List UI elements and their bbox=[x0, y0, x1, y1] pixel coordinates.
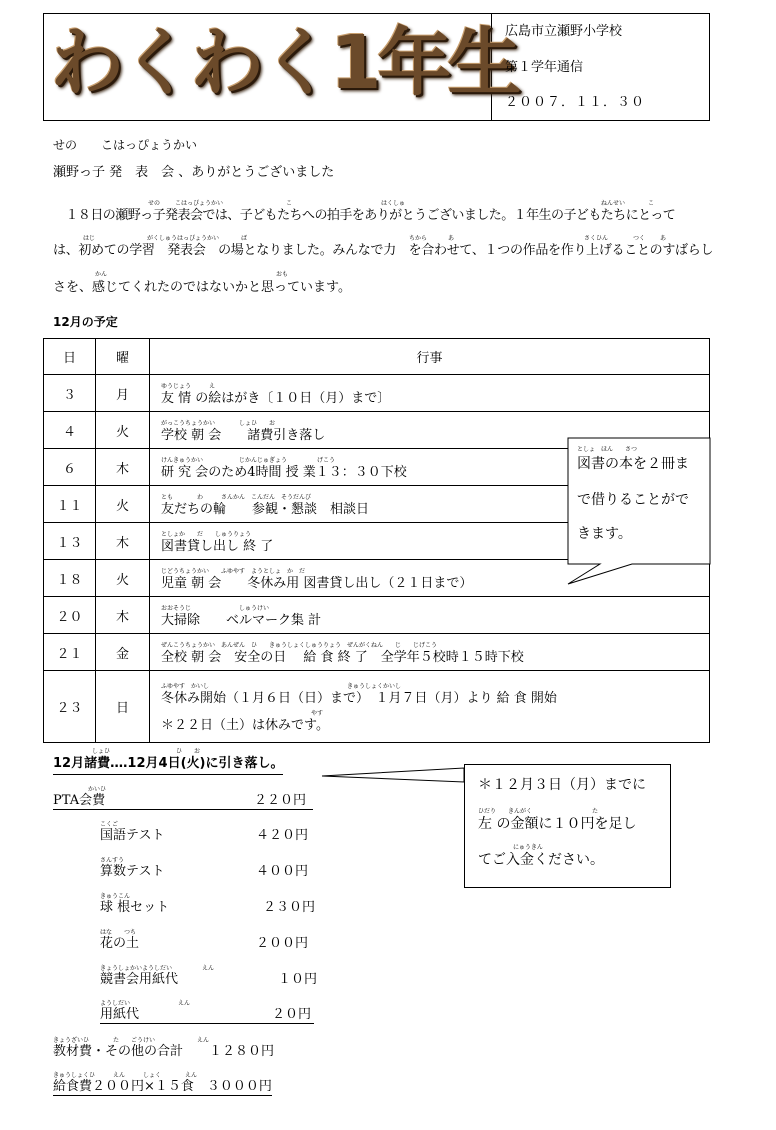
total-ruby: きょうざいひ た ごうけい えん bbox=[53, 1037, 210, 1044]
event-cell bbox=[150, 375, 710, 412]
table-row bbox=[44, 597, 710, 634]
event-ruby: けんきゅうかい じかんじゅぎょう げこう bbox=[161, 456, 336, 464]
issue-date: ２００７．１１．３０ bbox=[505, 95, 646, 110]
fee-amount: １０円 bbox=[278, 972, 318, 987]
table-row bbox=[44, 671, 710, 743]
day-cell: ６ bbox=[44, 449, 96, 486]
fee-amount: ４００円 bbox=[256, 864, 309, 879]
fee-ruby: ようしだい えん bbox=[100, 1000, 191, 1007]
fee-amount: ４２０円 bbox=[256, 828, 309, 843]
event-ruby: おおそうじ しゅうけい bbox=[161, 604, 270, 612]
day-cell: １１ bbox=[44, 486, 96, 523]
library-note-ruby: としょ ほん さつ bbox=[577, 446, 638, 453]
fee-ruby: こくご bbox=[100, 821, 119, 828]
day-cell: １８ bbox=[44, 560, 96, 597]
intro-ruby: こ bbox=[648, 200, 655, 207]
intro-ruby: はくしゅ bbox=[381, 200, 406, 207]
event-text: 学校 朝 会 諸費引き落し bbox=[161, 427, 326, 443]
fee-amount: ２３０円 bbox=[263, 900, 316, 915]
intro-ruby: はじ bbox=[83, 235, 96, 242]
newsletter-name: 第１学年通信 bbox=[505, 60, 584, 75]
intro-ruby: がくしゅうはっぴょうかい bbox=[147, 235, 220, 242]
weekday-cell: 火 bbox=[96, 412, 150, 449]
event-text: ＊２２日（土）は休みです。 bbox=[161, 717, 329, 733]
intro-ruby: かん bbox=[95, 271, 108, 278]
fee-label: 国語テスト bbox=[100, 828, 165, 843]
event-ruby: としょか だ しゅうりょう bbox=[161, 530, 252, 538]
intro-line-3: さを、感じてくれたのではないかと思っています。 bbox=[53, 280, 351, 295]
event-cell bbox=[150, 597, 710, 634]
lunch-ruby: きゅうしょくひ えん しょく えん bbox=[53, 1072, 198, 1079]
pointer-triangle bbox=[322, 768, 464, 782]
school-name: 広島市立瀬野小学校 bbox=[505, 24, 623, 39]
table-row bbox=[44, 634, 710, 671]
event-text: 友 情 の絵はがき〔１０日（月）まで〕 bbox=[161, 390, 391, 406]
intro-ruby: せの bbox=[148, 200, 161, 207]
deposit-note-line: てご入金ください。 bbox=[478, 852, 604, 868]
intro-ruby: ば bbox=[241, 235, 248, 242]
library-note-line: で借りることがで bbox=[577, 492, 689, 508]
event-ruby: やす bbox=[311, 709, 324, 717]
weekday-cell: 火 bbox=[96, 486, 150, 523]
deposit-note-line: ＊１２月３日（月）までに bbox=[478, 777, 646, 793]
col-header-weekday: 曜 bbox=[96, 339, 150, 375]
intro-heading: 瀬野っ子 発 表 会 、ありがとうございました bbox=[53, 165, 335, 180]
event-text: 児童 朝 会 冬休み用 図書貸し出し（２１日まで） bbox=[161, 575, 473, 591]
fee-ruby: はな つち bbox=[100, 929, 137, 936]
day-cell: ４ bbox=[44, 412, 96, 449]
deposit-note-ruby: にゅうきん bbox=[513, 844, 543, 851]
fee-amount: ２０円 bbox=[272, 1007, 312, 1022]
deposit-note-line: 左 の金額に１０円を足し bbox=[478, 816, 637, 832]
deposit-note-ruby: ひだり きんがく た bbox=[478, 808, 599, 815]
deposit-pointer bbox=[320, 760, 470, 790]
event-text: 冬休み開始（１月６日（日）まで） １月７日（月）より 給 食 開始 bbox=[161, 690, 557, 706]
fees-heading: 12月諸費‥‥12月4日(火)に引き落し。 bbox=[53, 756, 283, 775]
event-ruby: がっこうちょうかい しょひ お bbox=[161, 419, 276, 427]
fee-item-pta bbox=[53, 793, 313, 810]
event-text: 全校 朝 会 安全の日 給 食 終 了 全学年５校時１５時下校 bbox=[161, 649, 524, 665]
day-cell: ３ bbox=[44, 375, 96, 412]
event-cell bbox=[150, 634, 710, 671]
fee-label: 花の土 bbox=[100, 936, 140, 951]
weekday-cell: 日 bbox=[96, 671, 150, 743]
event-text: 図書貸し出し 終 了 bbox=[161, 538, 274, 554]
fees-heading-ruby: しょひ ひ お bbox=[92, 748, 201, 755]
intro-ruby: おも bbox=[276, 271, 289, 278]
col-header-day: 日 bbox=[44, 339, 96, 375]
library-note-line: きます。 bbox=[577, 526, 632, 542]
fee-label: PTA会費 bbox=[53, 793, 106, 808]
library-note-line: 図書の本を２冊ま bbox=[577, 456, 689, 472]
event-text: 大掃除 ベルマーク集 計 bbox=[161, 612, 322, 628]
event-ruby: とも わ さんかん こんだん そうだんび bbox=[161, 493, 312, 501]
event-ruby: じどうちょうかい ふゆやす ようとしょ か だ bbox=[161, 567, 306, 575]
event-ruby: ふゆやす かいし きゅうしょくかいし bbox=[161, 682, 402, 690]
intro-ruby: あ bbox=[448, 235, 455, 242]
day-cell: ２０ bbox=[44, 597, 96, 634]
weekday-cell: 金 bbox=[96, 634, 150, 671]
heading-reading: せの こはっぴょうかい bbox=[53, 138, 198, 152]
col-header-event: 行事 bbox=[150, 339, 710, 375]
fee-item-paper bbox=[100, 1007, 314, 1024]
day-cell: １３ bbox=[44, 523, 96, 560]
fees-total: 教材費・その他の合計 １２８０円 bbox=[53, 1044, 275, 1059]
fee-ruby: きゅうこん bbox=[100, 893, 131, 900]
fee-ruby: きょうしょかいようしだい えん bbox=[100, 965, 215, 972]
intro-ruby: さくひん bbox=[584, 235, 609, 242]
event-ruby: ぜんこうちょうかい あんぜん ひ きゅうしょくしゅうりょう ぜんがくねん じ じげこう bbox=[161, 641, 438, 649]
event-cell bbox=[150, 671, 710, 743]
intro-ruby: こ bbox=[286, 200, 293, 207]
weekday-cell: 火 bbox=[96, 560, 150, 597]
event-text: 研 究 会のため4時間 授 業１３：３０下校 bbox=[161, 464, 407, 480]
intro-ruby: こはっぴょうかい bbox=[175, 200, 224, 207]
fee-label: 算数テスト bbox=[100, 864, 165, 879]
weekday-cell: 木 bbox=[96, 523, 150, 560]
lunch-fee: 給食費２００円×１５食 ３０００円 bbox=[53, 1079, 272, 1094]
intro-line-2: は、初めての学習 発表会 の場となりました。みんなで力 を合わせて、１つの作品を作り上げることのすばらし bbox=[53, 243, 714, 258]
intro-line-1: １８日の瀬野っ子発表会では、子どもたちへの拍手をありがとうございました。１年生の子どもたちにとって bbox=[53, 208, 676, 223]
intro-ruby: ちから bbox=[409, 235, 428, 242]
fee-amount: ２００円 bbox=[256, 936, 309, 951]
newsletter-title: わくわく1年生 bbox=[50, 20, 518, 106]
fee-ruby: かいひ bbox=[88, 786, 107, 793]
fee-amount: ２２０円 bbox=[254, 793, 307, 808]
day-cell: ２１ bbox=[44, 634, 96, 671]
schedule-title: 12月の予定 bbox=[53, 315, 118, 329]
fee-label: 用紙代 bbox=[100, 1007, 140, 1022]
event-ruby: ゆうじょう え bbox=[161, 382, 216, 390]
table-header-row bbox=[44, 339, 710, 375]
fee-label: 球 根セット bbox=[100, 900, 170, 915]
weekday-cell: 木 bbox=[96, 449, 150, 486]
day-cell: ２３ bbox=[44, 671, 96, 743]
intro-ruby: あ bbox=[660, 235, 667, 242]
event-text: 友だちの輪 参観・懇談 相談日 bbox=[161, 501, 370, 517]
weekday-cell: 月 bbox=[96, 375, 150, 412]
intro-ruby: つく bbox=[633, 235, 646, 242]
table-row bbox=[44, 375, 710, 412]
weekday-cell: 木 bbox=[96, 597, 150, 634]
intro-ruby: ねんせい bbox=[601, 200, 626, 207]
fee-ruby: さんすう bbox=[100, 857, 125, 864]
fee-label: 競書会用紙代 bbox=[100, 972, 179, 987]
